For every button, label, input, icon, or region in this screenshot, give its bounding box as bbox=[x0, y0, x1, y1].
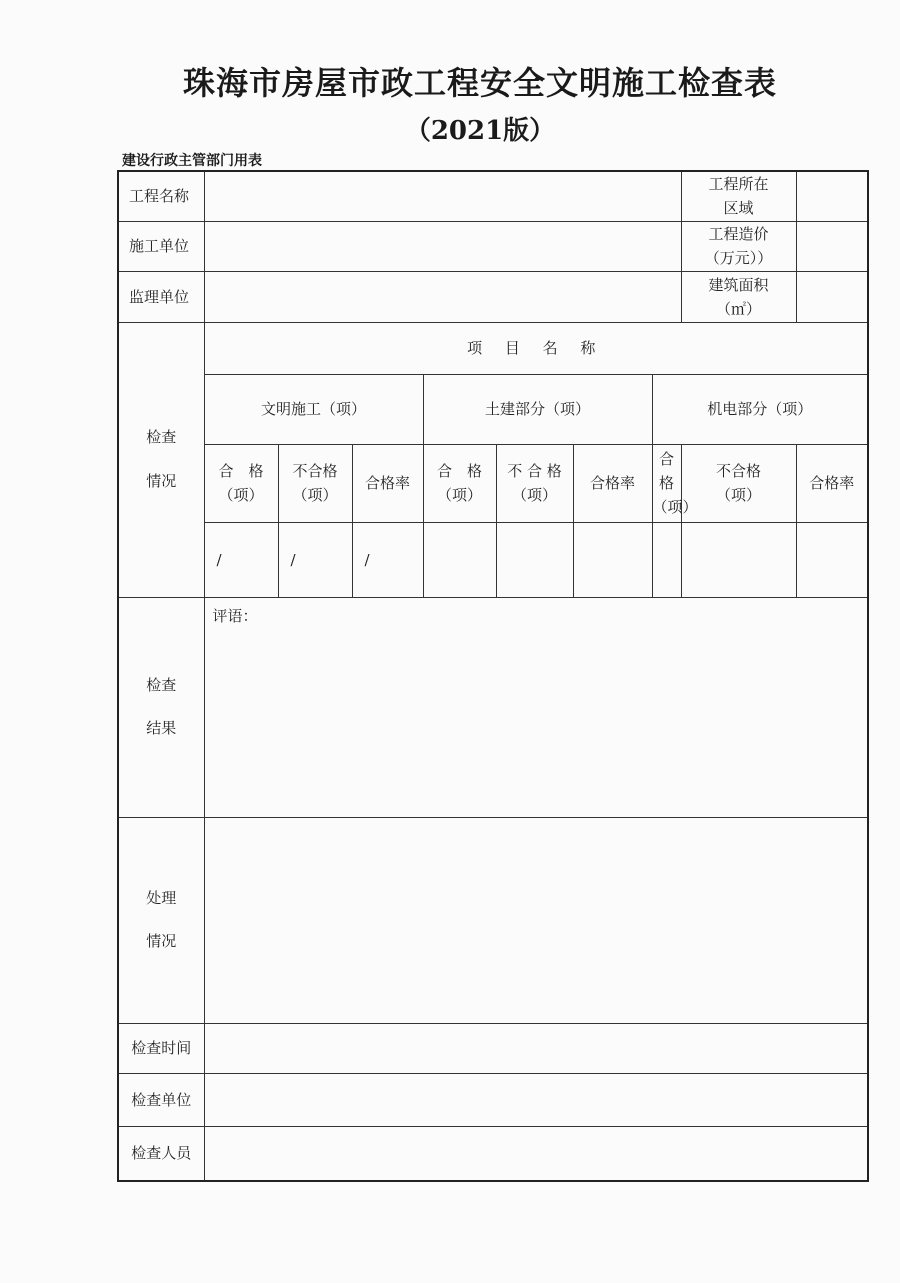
civilized-pass-value[interactable]: / bbox=[204, 522, 278, 597]
inspection-staff-field[interactable] bbox=[204, 1126, 868, 1181]
items-header: 项 目 名 称 bbox=[204, 322, 868, 374]
handling-situation-label-line2: 情况 bbox=[146, 932, 177, 950]
electro-fail-value[interactable] bbox=[681, 522, 796, 597]
fail-header-line2: （项） bbox=[292, 486, 338, 504]
civilized-rate-header: 合格率 bbox=[352, 444, 423, 522]
pass-header-line2: （项） bbox=[218, 486, 264, 504]
category-civilized-construction: 文明施工（项） bbox=[204, 374, 423, 444]
project-cost-field[interactable] bbox=[796, 221, 868, 271]
project-region-label-line1: 工程所在 bbox=[708, 175, 769, 194]
comment-label: 评语： bbox=[212, 606, 258, 625]
inspection-time-label: 检查时间 bbox=[118, 1023, 204, 1073]
civilized-fail-value[interactable]: / bbox=[278, 522, 352, 597]
building-area-label bbox=[681, 271, 796, 322]
construction-unit-field[interactable] bbox=[204, 221, 681, 271]
building-area-label-line2: （㎡） bbox=[716, 299, 762, 318]
fail-header-line2: （项） bbox=[511, 486, 557, 504]
project-cost-label-line1: 工程造价 bbox=[708, 225, 769, 243]
civil-pass-value[interactable] bbox=[423, 522, 496, 597]
building-area-field[interactable] bbox=[796, 271, 868, 322]
inspection-form-table bbox=[117, 170, 869, 1182]
project-cost-label-line2: （万元）） bbox=[704, 249, 773, 267]
pass-header-line1: 合 格 bbox=[436, 462, 482, 480]
pass-header-line2: （项） bbox=[652, 498, 698, 516]
civilized-rate-value[interactable]: / bbox=[352, 522, 423, 597]
fail-header-line2: （项） bbox=[716, 486, 762, 504]
project-cost-label bbox=[681, 221, 796, 271]
pass-header-line1: 合 格 bbox=[659, 450, 690, 492]
inspection-time-field[interactable] bbox=[204, 1023, 868, 1073]
civilized-fail-header bbox=[278, 444, 352, 522]
civil-fail-value[interactable] bbox=[496, 522, 573, 597]
civil-fail-header bbox=[496, 444, 573, 522]
civil-rate-value[interactable] bbox=[573, 522, 652, 597]
pass-header-line2: （项） bbox=[436, 486, 482, 504]
supervision-unit-label: 监理单位 bbox=[118, 271, 204, 322]
electro-fail-header bbox=[681, 444, 796, 522]
civil-pass-header bbox=[423, 444, 496, 522]
electro-rate-value[interactable] bbox=[796, 522, 868, 597]
inspection-unit-label: 检查单位 bbox=[118, 1073, 204, 1126]
handling-situation-label-line1: 处理 bbox=[146, 888, 177, 907]
construction-unit-label: 施工单位 bbox=[118, 221, 204, 271]
project-name-field[interactable] bbox=[204, 171, 681, 221]
inspection-result-label-line1: 检查 bbox=[146, 675, 177, 694]
inspection-situation-label-line1: 检查 bbox=[146, 428, 177, 446]
inspection-result-label bbox=[118, 597, 204, 817]
fail-header-line1: 不合格 bbox=[292, 462, 338, 480]
project-name-label: 工程名称 bbox=[118, 171, 204, 221]
supervision-unit-field[interactable] bbox=[204, 271, 681, 322]
comment-field[interactable] bbox=[204, 597, 868, 817]
handling-situation-field[interactable] bbox=[204, 817, 868, 1023]
inspection-situation-label-line2: 情况 bbox=[146, 471, 177, 490]
electro-pass-header bbox=[652, 444, 698, 522]
inspection-result-label-line2: 结果 bbox=[146, 719, 177, 737]
fail-header-line1: 不 合 格 bbox=[507, 462, 562, 480]
building-area-label-line1: 建筑面积 bbox=[708, 275, 769, 294]
inspection-situation-label bbox=[118, 322, 204, 597]
inspection-unit-field[interactable] bbox=[204, 1073, 868, 1126]
project-region-field[interactable] bbox=[796, 171, 868, 221]
form-subtitle: （2021版） bbox=[404, 116, 556, 146]
form-title: 珠海市房屋市政工程安全文明施工检查表 bbox=[182, 64, 777, 102]
handling-situation-label bbox=[118, 817, 204, 1023]
category-civil-works: 土建部分（项） bbox=[423, 374, 652, 444]
electro-pass-value[interactable] bbox=[652, 522, 681, 597]
civil-rate-header: 合格率 bbox=[573, 444, 652, 522]
fail-header-line1: 不合格 bbox=[716, 462, 762, 480]
project-region-label bbox=[681, 171, 796, 221]
project-region-label-line2: 区域 bbox=[723, 199, 754, 218]
usage-note: 建设行政主管部门用表 bbox=[122, 153, 262, 169]
inspection-staff-label: 检查人员 bbox=[118, 1126, 204, 1181]
electro-rate-header: 合格率 bbox=[796, 444, 868, 522]
category-electromechanical: 机电部分（项） bbox=[652, 374, 868, 444]
civilized-pass-header bbox=[204, 444, 278, 522]
pass-header-line1: 合 格 bbox=[218, 462, 264, 480]
